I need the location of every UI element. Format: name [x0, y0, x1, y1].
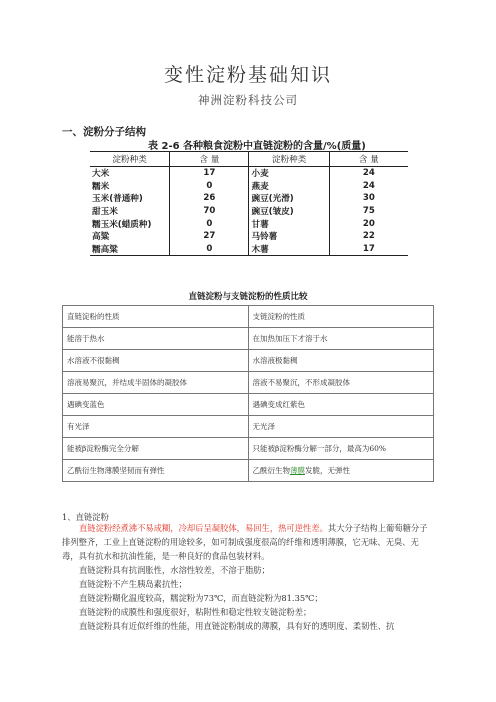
table-header-cell: 淀粉种类 [90, 152, 170, 167]
table-row [90, 217, 408, 230]
section-heading: 一、淀粉分子结构 [62, 126, 146, 138]
table-cell: 0 [170, 217, 249, 230]
table-cell: 能溶于热水 [63, 328, 249, 350]
table2-caption: 直链淀粉与支链淀粉的性质比较 [188, 292, 308, 302]
table-row [63, 394, 434, 416]
table-cell: 溶液不易聚沉，不形成凝胶体 [248, 372, 434, 394]
table-cell: 燕麦 [249, 180, 329, 193]
table-cell: 在加热加压下才溶于水 [248, 328, 434, 350]
table-cell: 玉米(普通种) [90, 192, 170, 205]
table-header-cell: 含 量 [329, 152, 408, 167]
table-header-cell: 淀粉种类 [249, 152, 329, 167]
table-cell: 27 [170, 230, 249, 243]
table-cell [248, 460, 434, 482]
table-cell: 30 [362, 193, 375, 204]
table-cell: 高粱 [90, 230, 170, 243]
table1-caption: 表 2-6 各种粮食淀粉中直链淀粉的含量/%(质量) [148, 141, 366, 152]
table-row [63, 350, 434, 372]
table-cell: 遇碘变蓝色 [63, 394, 249, 416]
table-row [63, 416, 434, 438]
table-cell: 小麦 [249, 167, 329, 180]
text-line: 直链淀粉糊化温度较高，糯淀粉为73℃，而直链淀粉为81.35℃； [79, 593, 323, 603]
table-cell: 75 [362, 206, 375, 217]
paragraph-text: 其大分子结构上葡萄糖分子排列整齐，工业上直链淀粉的用途较多，如可制成强度很高的纤维和透明薄膜，它无味、无臭、无毒，具有抗水和抗油性能，是一种良好的食品包装材料。 [62, 523, 428, 561]
table-cell: 支链淀粉的性质 [248, 306, 434, 328]
table-cell: 大米 [90, 167, 170, 180]
table-cell: 20 [362, 218, 375, 229]
table-row [63, 460, 434, 482]
table-header-row [90, 152, 408, 167]
table-row [90, 180, 408, 193]
table-cell: 水溶液极黏稠 [248, 350, 434, 372]
table-cell: 糯米 [90, 180, 170, 193]
link-film[interactable]: 薄膜 [290, 466, 305, 475]
table-cell: 木薯 [249, 243, 329, 256]
table-cell: 0 [170, 180, 249, 193]
table-row [63, 372, 434, 394]
table-cell: 甜玉米 [90, 205, 170, 218]
table-cell: 0 [170, 243, 249, 256]
table-cell: 糯高粱 [90, 243, 170, 256]
table-cell: 17 [329, 243, 408, 256]
amylose-content-table [90, 151, 408, 256]
table-cell: 无光泽 [248, 416, 434, 438]
table-row [63, 438, 434, 460]
table-row [90, 192, 408, 205]
table-row [90, 243, 408, 256]
table-cell: 有光泽 [63, 416, 249, 438]
text-line: 直链淀粉的成膜性和强度很好，粘附性和稳定性较支链淀粉差； [79, 607, 312, 617]
subsection-heading: 1、直链淀粉 [62, 512, 109, 522]
table-cell: 溶液易聚沉，并结成半固体的凝胶体 [63, 372, 249, 394]
table-cell: 甘薯 [249, 217, 329, 230]
table-cell: 能被β淀粉酶完全分解 [63, 438, 249, 460]
table-cell: 豌豆(光滑) [249, 192, 329, 205]
text-line: 直链淀粉不产生胰岛素抗性； [79, 579, 187, 589]
table-cell: 17 [170, 167, 249, 180]
table-cell: 糯玉米(蜡质种) [90, 217, 170, 230]
table-header-cell: 含 量 [170, 152, 249, 167]
table-row [90, 230, 408, 243]
table-row [90, 167, 408, 180]
text-line: 直链淀粉具有近似纤维的性能，用直链淀粉制成的薄膜，具有好的透明度、柔韧性、抗 [79, 621, 395, 631]
document-subtitle: 神洲淀粉科技公司 [198, 93, 298, 107]
table-cell: 26 [170, 192, 249, 205]
table-cell: 24 [362, 180, 375, 191]
table-cell: 直链淀粉的性质 [63, 306, 249, 328]
table-row [63, 306, 434, 328]
text-line: 直链淀粉具有抗润胀性，水溶性较差，不溶于脂肪； [79, 565, 270, 575]
table-cell: 24 [362, 168, 375, 179]
table-cell: 70 [170, 205, 249, 218]
table-row [63, 328, 434, 350]
table-cell: 豌豆(皱皮) [249, 205, 329, 218]
table-cell: 水溶液不很黏稠 [63, 350, 249, 372]
document-title: 变性淀粉基础知识 [163, 64, 332, 86]
table-cell: 乙酰衍生物薄膜坚韧而有弹性 [63, 460, 249, 482]
table-cell: 马铃薯 [249, 230, 329, 243]
table-cell: 遇碘变成红紫色 [248, 394, 434, 416]
cell-text: 乙酰衍生物 [252, 466, 290, 475]
paragraph-amylose [62, 521, 434, 563]
highlighted-text: 直链淀粉经煮沸不易成糊，冷却后呈凝胶体，易回生，热可逆性差。 [79, 523, 328, 533]
table-row [90, 205, 408, 218]
table-cell: 只能被β淀粉酶分解一部分，最高为60% [248, 438, 434, 460]
table-cell: 22 [362, 231, 375, 242]
property-comparison-table [62, 305, 434, 482]
cell-text: 发脆，无弹性 [305, 466, 350, 475]
